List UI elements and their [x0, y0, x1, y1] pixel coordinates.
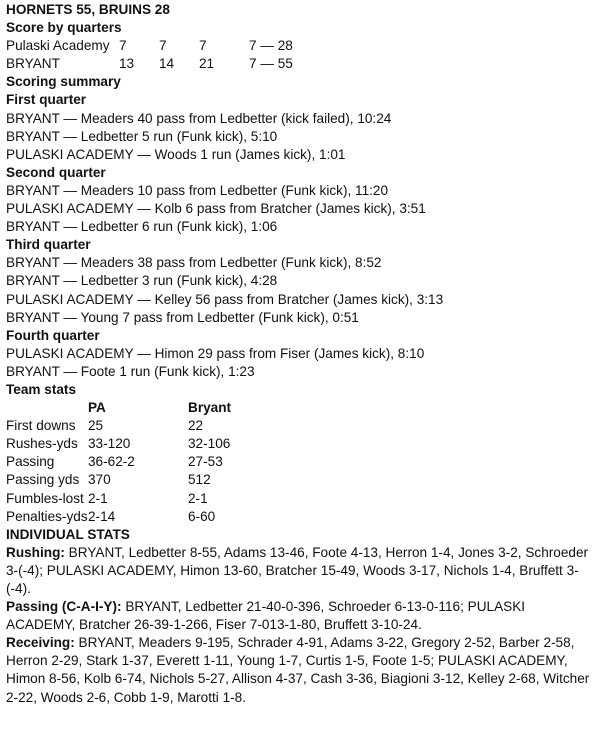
stat-label: Rushes-yds [6, 436, 78, 452]
scoring-play: PULASKI ACADEMY — Himon 29 pass from Fiser (James kick), 8:10 [6, 345, 425, 361]
q3-score: 21 [199, 56, 215, 72]
scoring-play: PULASKI ACADEMY — Kelley 56 pass from Bratcher (James kick), 3:13 [6, 291, 444, 307]
scoring-play: BRYANT — Ledbetter 3 run (Funk kick), 4:28 [6, 273, 278, 289]
receiving-paragraph [6, 634, 594, 706]
stat-label: First downs [6, 418, 76, 434]
q3-score: 7 [199, 38, 207, 54]
stat-label: Penalties-yds [6, 508, 88, 524]
team-name: BRYANT [6, 56, 60, 72]
bryant-value: 22 [188, 418, 204, 434]
stat-label: Passing yds [6, 472, 80, 488]
q1-score: 7 [119, 38, 127, 54]
quarter-heading: Third quarter [6, 237, 91, 253]
individual-stats-heading: INDIVIDUAL STATS [6, 526, 130, 542]
pa-value: 33-120 [88, 436, 131, 452]
headline: HORNETS 55, BRUINS 28 [6, 2, 170, 17]
stat-label: Passing [6, 454, 55, 470]
team-stats-row [6, 508, 594, 526]
scoring-play: PULASKI ACADEMY — Woods 1 run (James kick), 1:01 [6, 146, 346, 162]
bryant-value: 32-106 [188, 436, 231, 452]
team-stats-row [6, 453, 594, 471]
bryant-value: 27-53 [188, 454, 223, 470]
stat-label: Fumbles-lost [6, 490, 84, 506]
q2-score: 7 [159, 38, 167, 54]
team-stats-header-row [6, 399, 594, 417]
bryant-value: 512 [188, 472, 211, 488]
bryant-column-header: Bryant [188, 400, 232, 416]
pa-column-header: PA [88, 400, 106, 416]
rushing-paragraph [6, 544, 594, 598]
bryant-value: 2-1 [188, 490, 208, 506]
pa-value: 2-14 [88, 508, 116, 524]
scoring-play: BRYANT — Ledbetter 5 run (Funk kick), 5:10 [6, 128, 278, 144]
team-stats-row [6, 471, 594, 489]
team-name: Pulaski Academy [6, 38, 110, 54]
rushing-label: Rushing: [6, 544, 65, 560]
q4-and-total: 7 — 28 [249, 38, 293, 54]
team-stats-row [6, 490, 594, 508]
scoring-play: BRYANT — Young 7 pass from Ledbetter (Funk kick), 0:51 [6, 309, 359, 325]
q4-and-total: 7 — 55 [249, 56, 293, 72]
q1-score: 13 [119, 56, 135, 72]
pa-value: 2-1 [88, 490, 108, 506]
receiving-stats: BRYANT, Meaders 9-195, Schrader 4-91, Adams 3-22, Gregory 2-52, Barber 2-58, Herron 2-29, Stark 1-37, Everett 1-11, Young 1-7, Curtis 1-5, Foote 1-5; PULASKI ACADEMY, Himon 8-56, Kolb 6-74, Nichols 5-27, Allison 4-37, Cash 3-36, Biagioni 3-12, Kelley 2-68, Witcher 2-22, Woods 2-6, Cobb 1-9, Marotti 1-8. [6, 635, 590, 705]
rushing-stats: BRYANT, Ledbetter 8-55, Adams 13-46, Foote 4-13, Herron 1-4, Jones 3-2, Schroeder 3-(-4); PULASKI ACADEMY, Himon 13-60, Bratcher 15-49, Woods 3-17, Nichols 1-4, Bruffett 3-(-4). [6, 544, 589, 596]
scoring-play: BRYANT — Meaders 38 pass from Ledbetter (Funk kick), 8:52 [6, 255, 382, 271]
scoring-play: BRYANT — Meaders 10 pass from Ledbetter (Funk kick), 11:20 [6, 182, 389, 198]
quarter-score-row [6, 55, 594, 73]
pa-value: 25 [88, 418, 104, 434]
receiving-label: Receiving: [6, 635, 75, 651]
team-stats-row [6, 417, 594, 435]
quarter-heading: First quarter [6, 92, 87, 108]
bryant-value: 6-60 [188, 508, 216, 524]
passing-stats: BRYANT, Ledbetter 21-40-0-396, Schroeder 6-13-0-116; PULASKI ACADEMY, Bratcher 26-39-1-266, Fiser 7-013-1-80, Bruffett 3-10-24. [6, 599, 526, 633]
scoring-play: BRYANT — Foote 1 run (Funk kick), 1:23 [6, 363, 255, 379]
scoring-play: BRYANT — Meaders 40 pass from Ledbetter (kick failed), 10:24 [6, 110, 392, 126]
score-by-quarters-heading: Score by quarters [6, 20, 122, 36]
quarter-score-row [6, 37, 594, 55]
stat-label-column [6, 399, 88, 417]
passing-label: Passing (C-A-I-Y): [6, 599, 122, 615]
quarter-heading: Fourth quarter [6, 327, 100, 343]
scoring-play: BRYANT — Ledbetter 6 run (Funk kick), 1:06 [6, 219, 278, 235]
passing-paragraph [6, 598, 594, 634]
team-stats-row [6, 435, 594, 453]
quarter-heading: Second quarter [6, 164, 106, 180]
scoring-summary-heading: Scoring summary [6, 74, 121, 90]
scoring-play: PULASKI ACADEMY — Kolb 6 pass from Bratcher (James kick), 3:51 [6, 201, 426, 217]
pa-value: 36-62-2 [88, 454, 135, 470]
team-stats-heading: Team stats [6, 381, 77, 397]
q2-score: 14 [159, 56, 175, 72]
pa-value: 370 [88, 472, 111, 488]
